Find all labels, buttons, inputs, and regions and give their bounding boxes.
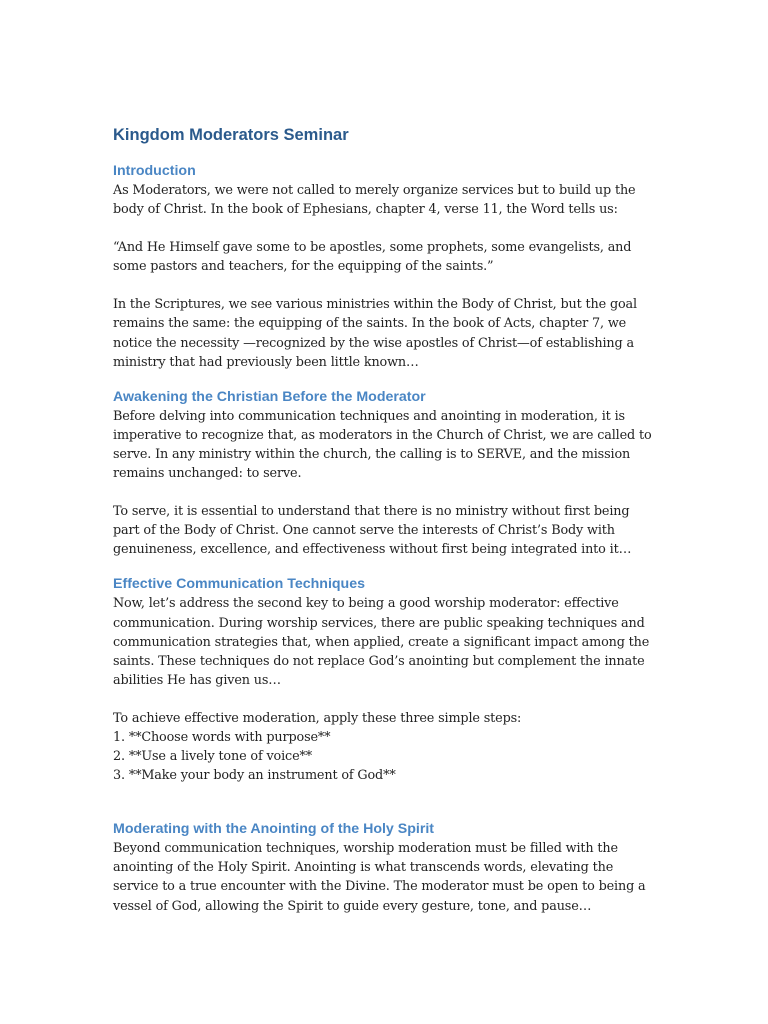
section-heading-awakening: Awakening the Christian Before the Moderator bbox=[113, 388, 426, 405]
scripture-quote: “And He Himself gave some to be apostles, some prophets, some evangelists, and some pastors and teachers, for the equipping of the saints.” bbox=[113, 240, 632, 275]
document-content bbox=[113, 124, 658, 916]
paragraph: As Moderators, we were not called to merely organize services but to build up the body of Christ. In the book of Ephesians, chapter 4, verse 11, the Word tells us: bbox=[113, 183, 636, 218]
list-item: 2. **Use a lively tone of voice** bbox=[113, 749, 312, 765]
paragraph: Now, let’s address the second key to being a good worship moderator: effective communication. During worship services, there are public speaking techniques and communication strategies that, when applied, create a significant impact among the saints. These techniques do not replace God’s anointing but complement the innate abilities He has given us… bbox=[113, 596, 650, 688]
section-heading-introduction: Introduction bbox=[113, 163, 196, 179]
section-heading-communication: Effective Communication Techniques bbox=[113, 576, 366, 593]
paragraph: To achieve effective moderation, apply these three simple steps: bbox=[113, 710, 522, 726]
paragraph: Before delving into communication techniques and anointing in moderation, it is imperative to recognize that, as moderators in the Church of Christ, we are called to serve. In any ministry within the church, the calling is to SERVE, and the mission remains unchanged: to serve. bbox=[113, 408, 652, 482]
section-heading-anointing: Moderating with the Anointing of the Holy Spirit bbox=[113, 821, 435, 838]
paragraph: To serve, it is essential to understand that there is no ministry without first being part of the Body of Christ. One cannot serve the interests of Christ’s Body with genuineness, excellence, and effectiveness without first being integrated into it… bbox=[113, 504, 632, 558]
list-item: 1. **Choose words with purpose** bbox=[113, 729, 331, 745]
document-title: Kingdom Moderators Seminar bbox=[113, 126, 349, 144]
paragraph: Beyond communication techniques, worship moderation must be filled with the anointing of the Holy Spirit. Anointing is what transcends words, elevating the service to a true encounter with the Divine. The moderator must be open to being a vessel of God, allowing the Spirit to guide every gesture, tone, and pause… bbox=[113, 841, 646, 914]
paragraph: In the Scriptures, we see various ministries within the Body of Christ, but the goal remains the same: the equipping of the saints. In the book of Acts, chapter 7, we notice the necessity —recognized by the wise apostles of Christ—of establishing a ministry that had previously been little known… bbox=[113, 297, 637, 370]
list-item: 3. **Make your body an instrument of God** bbox=[113, 768, 396, 784]
steps-list bbox=[113, 728, 658, 785]
